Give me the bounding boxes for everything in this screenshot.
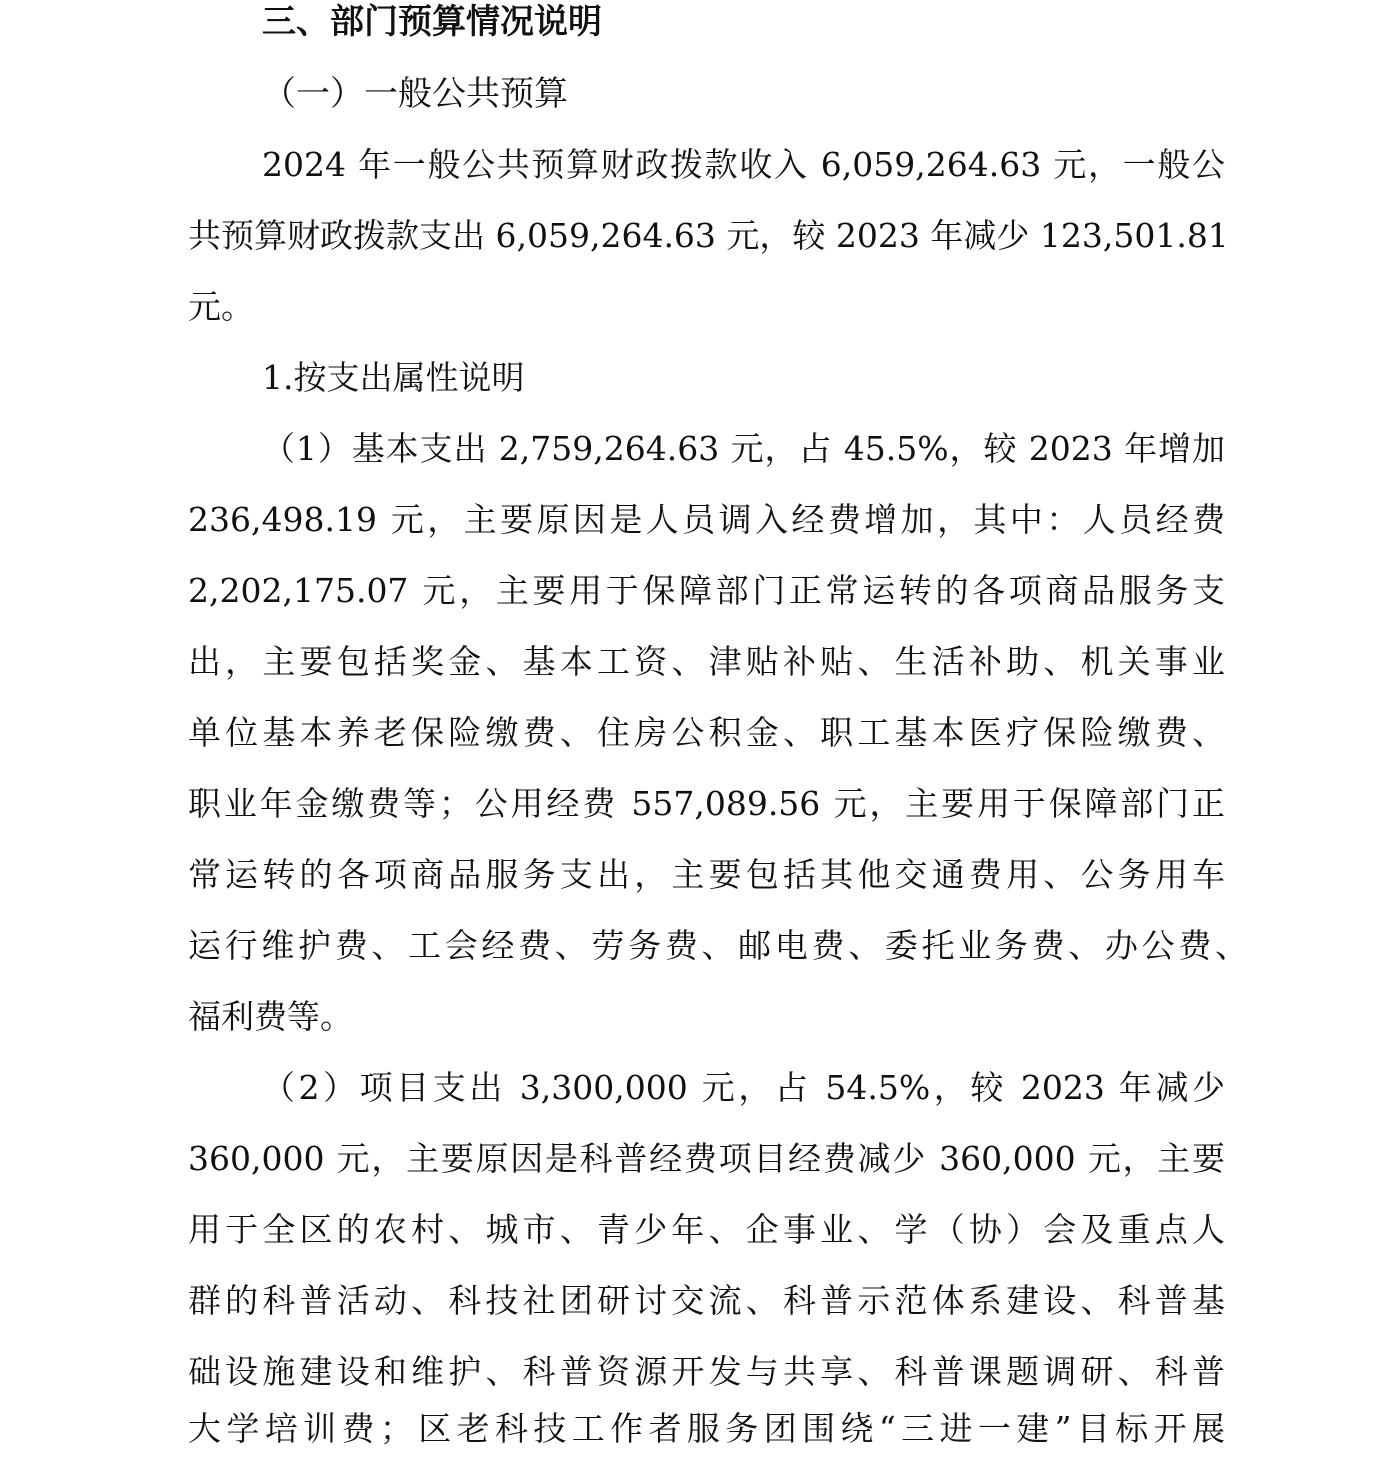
- paragraph-line: 常运转的各项商品服务支出，主要包括其他交通费用、公务用车: [188, 855, 1225, 894]
- paragraph-line: 础设施建设和维护、科普资源开发与共享、科普课题调研、科普: [188, 1352, 1225, 1391]
- section-heading: 三、部门预算情况说明: [262, 2, 602, 42]
- paragraph-line: 大学培训费；区老科技工作者服务团围绕“三进一建”目标开展: [188, 1409, 1225, 1448]
- paragraph-line: 共预算财政拨款支出 6,059,264.63 元，较 2023 年减少 123,501.81: [188, 216, 1229, 255]
- paragraph-line: 群的科普活动、科技社团研讨交流、科普示范体系建设、科普基: [188, 1281, 1225, 1320]
- paragraph-line: 职业年金缴费等；公用经费 557,089.56 元，主要用于保障部门正: [188, 784, 1225, 823]
- paragraph-line: 元。: [188, 287, 254, 326]
- paragraph-line: 2,202,175.07 元，主要用于保障部门正常运转的各项商品服务支: [188, 571, 1225, 610]
- subsection-heading: （一）一般公共预算: [262, 74, 568, 114]
- paragraph-line: 360,000 元，主要原因是科普经费项目经费减少 360,000 元，主要: [188, 1139, 1225, 1178]
- paragraph-line: 236,498.19 元，主要原因是人员调入经费增加，其中：人员经费: [188, 500, 1225, 539]
- paragraph-line: 2024 年一般公共预算财政拨款收入 6,059,264.63 元，一般公: [262, 145, 1225, 184]
- paragraph-line: 单位基本养老保险缴费、住房公积金、职工基本医疗保险缴费、: [188, 713, 1225, 752]
- paragraph-line: 运行维护费、工会经费、劳务费、邮电费、委托业务费、办公费、: [188, 926, 1248, 965]
- paragraph-line: （1）基本支出 2,759,264.63 元，占 45.5%，较 2023 年增加: [262, 429, 1225, 468]
- paragraph-line: 用于全区的农村、城市、青少年、企事业、学（协）会及重点人: [188, 1210, 1225, 1249]
- paragraph-line: 出，主要包括奖金、基本工资、津贴补贴、生活补助、机关事业: [188, 642, 1225, 681]
- paragraph-line: 福利费等。: [188, 997, 353, 1036]
- item-heading: 1.按支出属性说明: [262, 358, 525, 397]
- paragraph-line: （2）项目支出 3,300,000 元，占 54.5%，较 2023 年减少: [262, 1068, 1225, 1107]
